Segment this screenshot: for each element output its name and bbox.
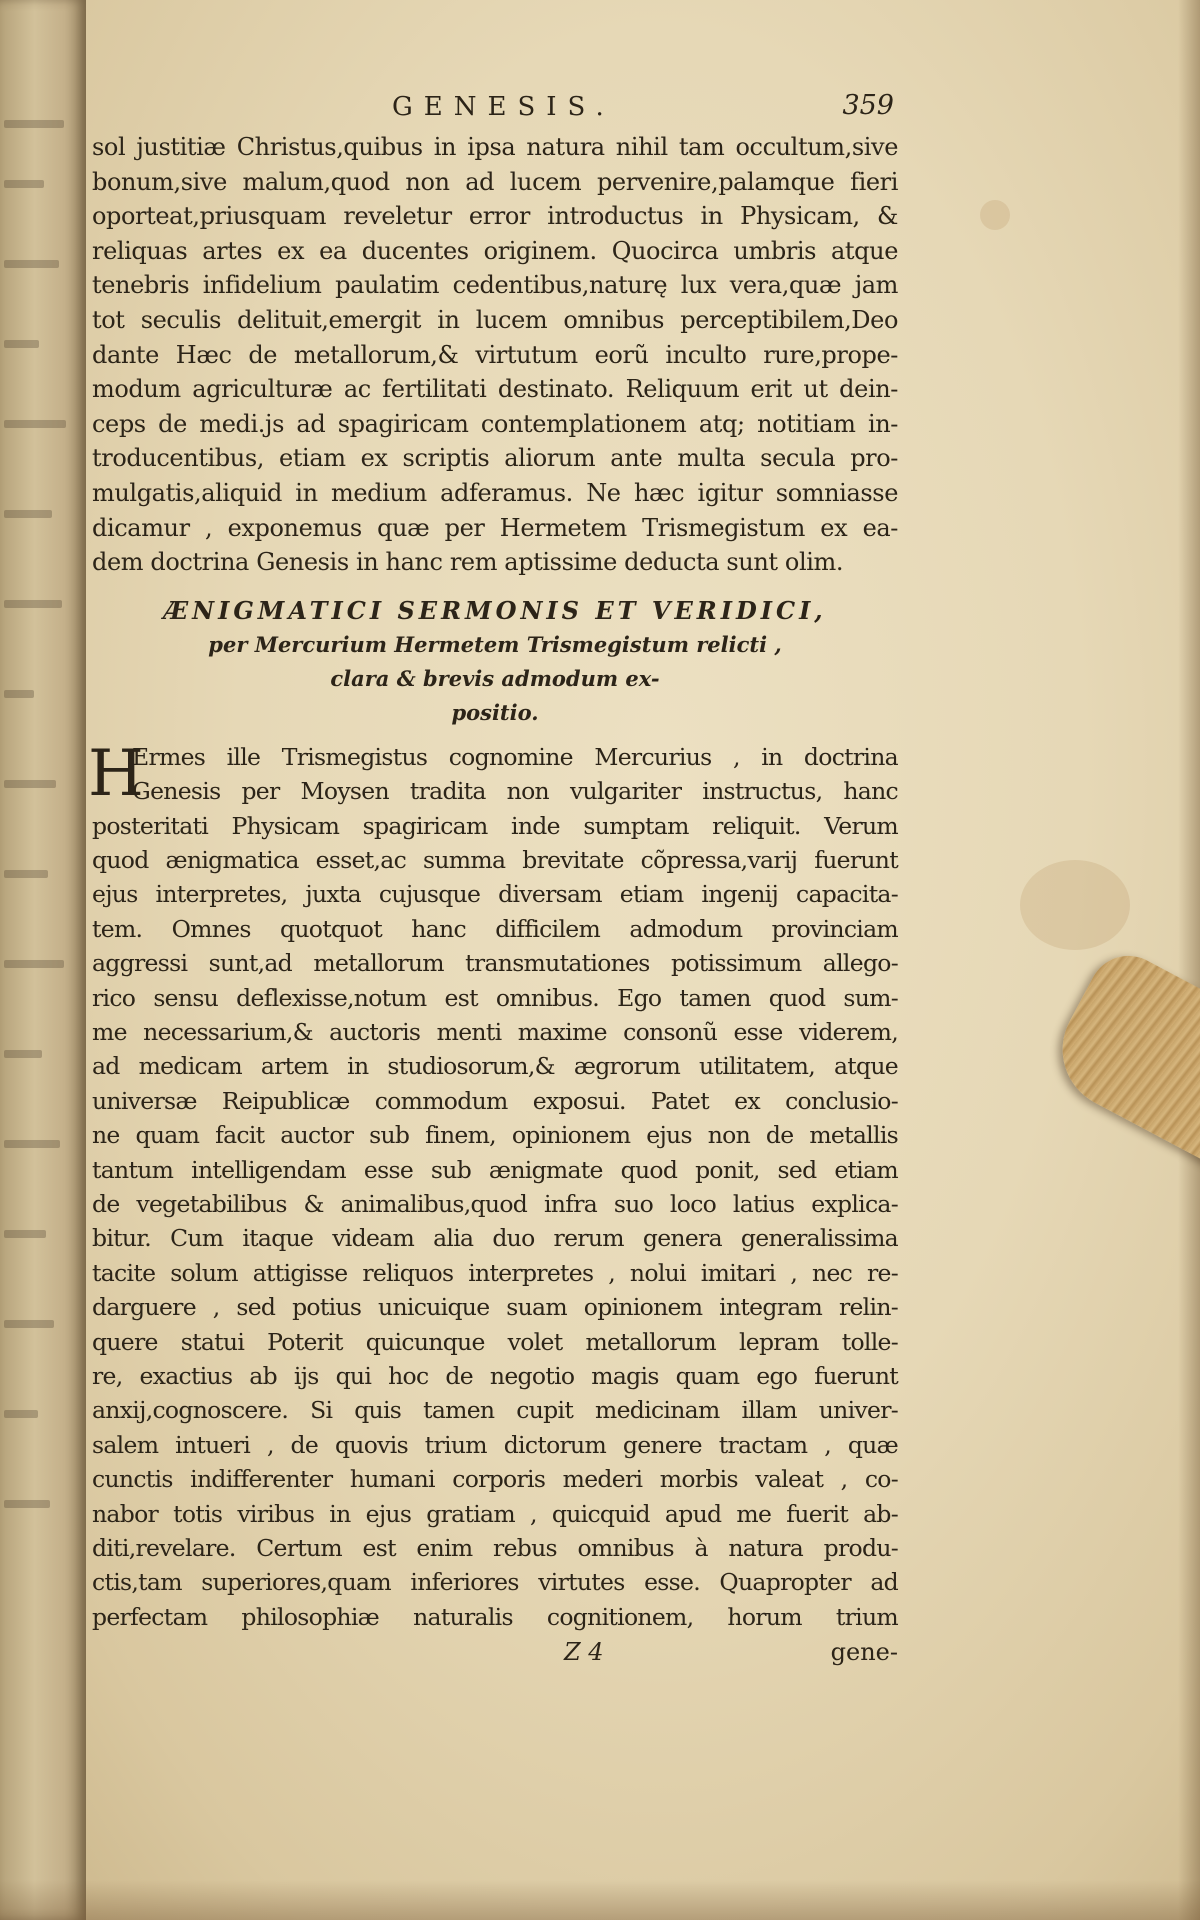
page-header (92, 84, 898, 130)
facing-page-edge (0, 0, 86, 1920)
text-line: rico sensu deflexisse,notum est omnibus. Ego tamen quod sum- (92, 983, 898, 1012)
text-line: diti,revelare. Certum est enim rebus omnibus à natura produ- (92, 1534, 898, 1563)
text-line: me necessarium,& auctoris menti maxime consonũ esse viderem, (92, 1017, 898, 1046)
text-line: bitur. Cum itaque videam alia duo rerum genera generalissima (92, 1224, 898, 1253)
title-line: per Mercurium Hermetem Trismegistum relicti , (208, 631, 782, 657)
signature-mark: Z 4 (564, 1638, 604, 1667)
text-line: nabor totis viribus in ejus gratiam , quicquid apud me fuerit ab- (92, 1499, 898, 1528)
section-title (92, 594, 898, 730)
text-line: ne quam facit auctor sub finem, opinionem ejus non de metallis (92, 1121, 898, 1150)
text-line: ctis,tam superiores,quam inferiores virtutes esse. Quapropter ad (92, 1568, 898, 1597)
text-line: tacite solum attigisse reliquos interpretes , nolui imitari , nec re- (92, 1258, 898, 1287)
text-line: Ermes ille Trismegistus cognomine Mercurius , in doctrina (132, 742, 898, 771)
thumb-holding-page (1041, 942, 1200, 1168)
text-line: troducentibus, etiam ex scriptis aliorum ante multa secula pro- (92, 444, 898, 473)
text-line: mulgatis,aliquid in medium adferamus. Ne hæc igitur somniasse (92, 478, 898, 507)
text-line: reliquas artes ex ea ducentes originem. Quocirca umbris atque (92, 236, 898, 265)
text-line: ad medicam artem in studiosorum,& ægrorum utilitatem, atque (92, 1052, 898, 1081)
text-line: cunctis indifferenter humani corporis mederi morbis valeat , co- (92, 1465, 898, 1494)
text-line: sol justitiæ Christus,quibus in ipsa natura nihil tam occultum,sive (92, 133, 898, 161)
text-line: Genesis per Moysen tradita non vulgariter instructus, hanc (132, 777, 898, 806)
page-right-edge (1178, 0, 1200, 1920)
text-line: universæ Reipublicæ commodum exposui. Patet ex conclusio- (92, 1086, 898, 1115)
text-line: quere statui Poterit quicunque volet metallorum lepram tolle- (92, 1327, 898, 1356)
drop-cap: H (88, 736, 144, 811)
text-line: bonum,sive malum,quod non ad lucem pervenire,palamque fieri (92, 167, 898, 196)
page-bottom-edge (0, 1880, 1200, 1920)
catchword: gene- (830, 1638, 898, 1667)
text-line: tot seculis delituit,emergit in lucem omnibus perceptibilem,Deo (92, 305, 898, 334)
paragraph-2 (88, 736, 898, 1635)
paper-stain (980, 200, 1010, 230)
text-line: modum agriculturæ ac fertilitati destinato. Reliquum erit ut dein- (92, 375, 898, 404)
title-line: positio. (451, 699, 539, 725)
text-line: dante Hæc de metallorum,& virtutum eorũ inculto rure,prope- (92, 340, 898, 369)
text-line: ejus interpretes, juxta cujusque diversam etiam ingenij capacita- (92, 880, 898, 909)
paragraph-1 (92, 130, 898, 580)
text-line: anxij,cognoscere. Si quis tamen cupit medicinam illam univer- (92, 1396, 898, 1425)
text-line: oporteat,priusquam reveletur error introductus in Physicam, & (92, 202, 898, 231)
text-line: tem. Omnes quotquot hanc difficilem admodum provinciam (92, 914, 898, 943)
text-block (88, 84, 898, 1676)
text-line: aggressi sunt,ad metallorum transmutationes potissimum allego- (92, 949, 898, 978)
title-line: ÆNIGMATICI SERMONIS ET VERIDICI, (163, 595, 827, 625)
paper-stain (1020, 860, 1130, 950)
text-line: tenebris infidelium paulatim cedentibus,naturę lux vera,quæ jam (92, 271, 898, 300)
text-line: perfectam philosophiæ naturalis cognitionem, horum trium (92, 1602, 898, 1631)
text-line: re, exactius ab ijs qui hoc de negotio magis quam ego fuerunt (92, 1362, 898, 1391)
text-line: dicamur , exponemus quæ per Hermetem Trismegistum ex ea- (92, 513, 898, 542)
text-line: darguere , sed potius unicuique suam opinionem integram relin- (92, 1293, 898, 1322)
text-line: dem doctrina Genesis in hanc rem aptissime deducta sunt olim. (92, 548, 844, 577)
text-line: ceps de medi.js ad spagiricam contemplationem atq; notitiam in- (92, 409, 898, 438)
text-line: salem intueri , de quovis trium dictorum genere tractam , quæ (92, 1430, 898, 1459)
running-head: GENESIS. (392, 92, 615, 122)
page-footer (92, 1636, 898, 1676)
page-number: 359 (842, 90, 894, 121)
text-line: posteritati Physicam spagiricam inde sumptam reliquit. Verum (92, 811, 898, 840)
text-line: quod ænigmatica esset,ac summa brevitate cõpressa,varij fuerunt (92, 845, 898, 874)
text-line: tantum intelligendam esse sub ænigmate quod ponit, sed etiam (92, 1155, 898, 1184)
title-line: clara & brevis admodum ex- (330, 665, 660, 691)
text-line: de vegetabilibus & animalibus,quod infra suo loco latius explica- (92, 1190, 898, 1218)
